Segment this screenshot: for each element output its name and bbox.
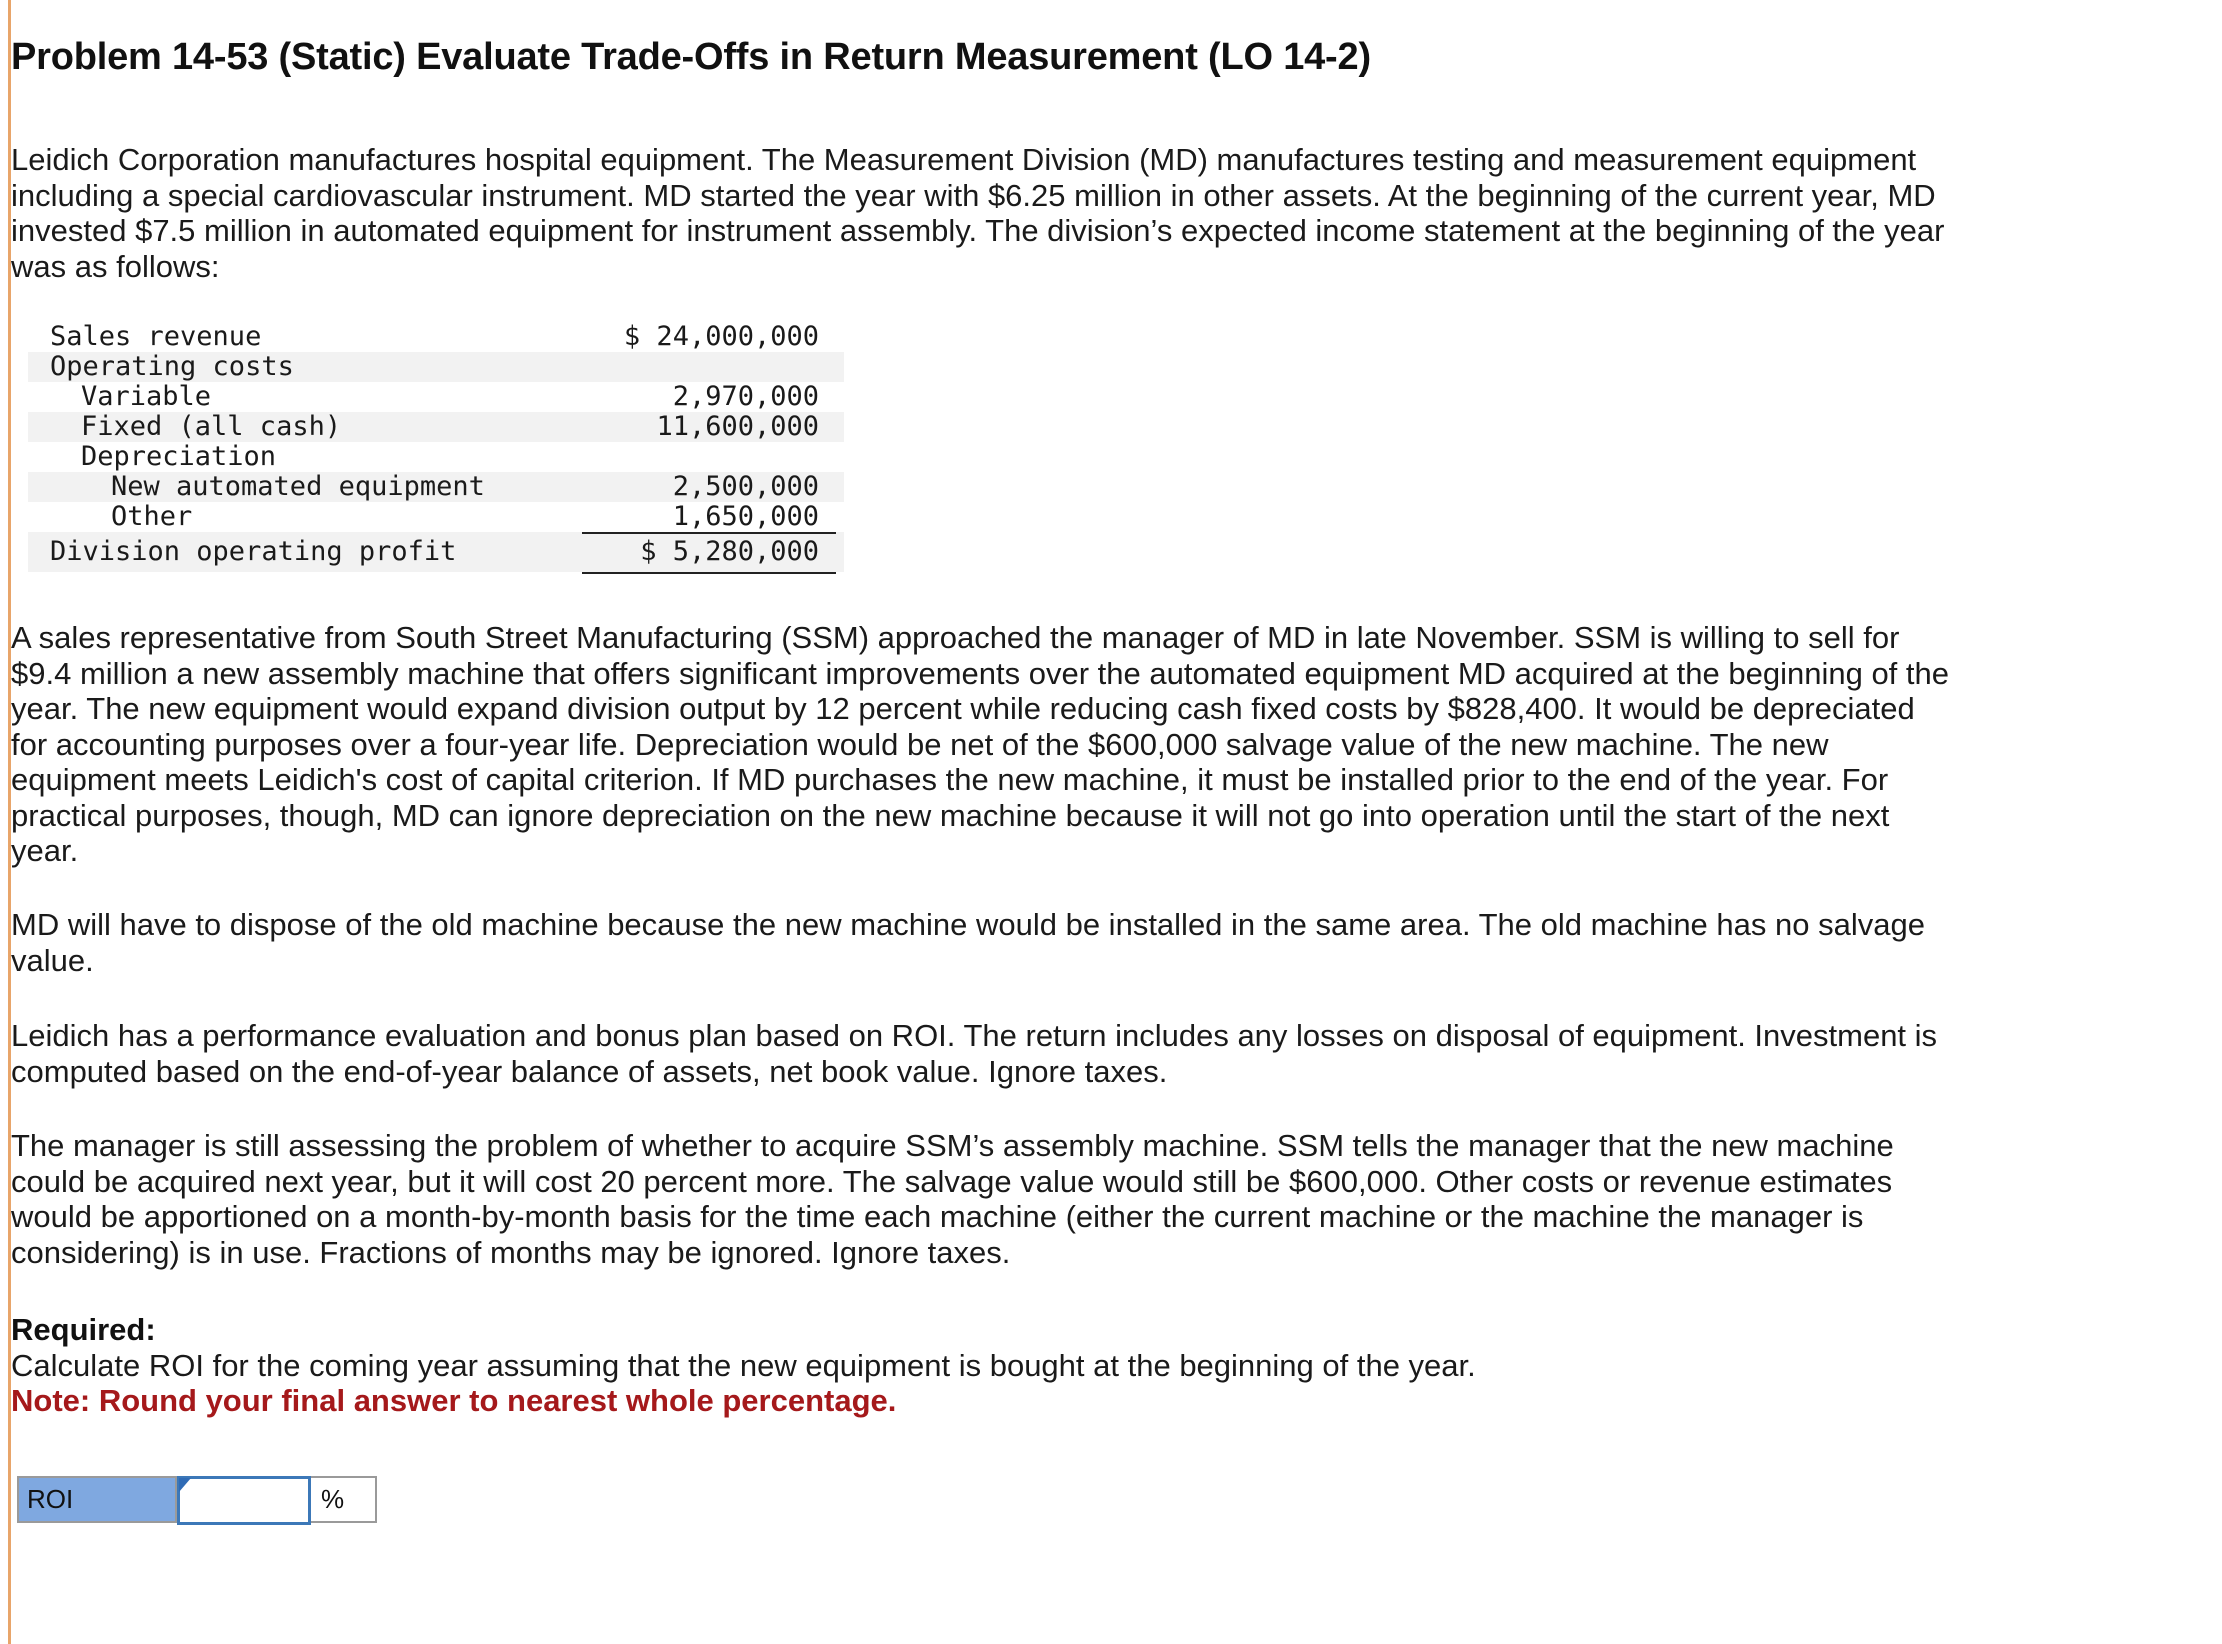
roi-answer-row [17,1476,377,1523]
statement-label: Operating costs [50,351,294,382]
required-heading: Required: [11,1312,156,1347]
disposal-paragraph: MD will have to dispose of the old machine because the new machine would be installed in the same area. The old machine has no salvage value. [11,907,1925,978]
problem-title: Problem 14-53 (Static) Evaluate Trade-Offs in Return Measurement (LO 14-2) [11,36,1371,78]
statement-label: New automated equipment [111,471,485,502]
statement-row-variable [28,382,844,412]
statement-amount: 1,650,000 [672,501,819,532]
statement-amount: $ 24,000,000 [623,321,819,352]
rounding-note: Note: Round your final answer to nearest whole percentage. [11,1383,897,1418]
statement-label: Variable [81,381,212,412]
intro-paragraph: Leidich Corporation manufactures hospital equipment. The Measurement Division (MD) manufactures testing and measurement equipment including a special cardiovascular instrument. MD started the year with $6.25 million in other assets. At the beginning of the current year, MD invested $7.5 million in automated equipment for instrument assembly. The division’s expected income statement at the beginning of the year was as follows: [11,142,1945,284]
roi-input[interactable] [180,1479,308,1522]
statement-label: Division operating profit [50,536,457,567]
statement-row-operating-costs [28,352,844,382]
statement-amount: 2,500,000 [672,471,819,502]
statement-amount: 2,970,000 [672,381,819,412]
statement-row-division-operating-profit [28,532,844,572]
statement-label: Fixed (all cash) [81,411,342,442]
statement-row-other [28,502,844,532]
statement-label: Other [111,501,193,532]
total-line [582,572,836,574]
assessment-paragraph: The manager is still assessing the problem of whether to acquire SSM’s assembly machine. SSM tells the manager that the new machine could be acquired next year, but it will cost 20 percent more. The salvage value would still be $600,000. Other costs or revenue estimates would be apportioned on a month-by-month basis for the time each machine (either the current machine or the machine the manager is considering) is in use. Fractions of months may be ignored. Ignore taxes. [11,1128,1894,1270]
statement-label: Depreciation [81,441,277,472]
statement-row-fixed [28,412,844,442]
required-section [11,1312,1951,1419]
statement-row-sales-revenue [28,322,844,352]
statement-amount: 11,600,000 [656,411,819,442]
statement-amount: $ 5,280,000 [640,536,819,567]
required-instruction: Calculate ROI for the coming year assuming that the new equipment is bought at the beginning of the year. [11,1347,1476,1383]
ssm-paragraph: A sales representative from South Street Manufacturing (SSM) approached the manager of MD in late November. SSM is willing to sell for $9.4 million a new assembly machine that offers significant improvements over the automated equipment MD acquired at the beginning of the year. The new equipment would expand division output by 12 percent while reducing cash fixed costs by $828,400. It would be depreciated for accounting purposes over a four-year life. Depreciation would be net of the $600,000 salvage value of the new machine. The new equipment meets Leidich's cost of capital criterion. If MD purchases the new machine, it must be installed prior to the end of the year. For practical purposes, though, MD can ignore depreciation on the new machine because it will not go into operation until the start of the next year. [11,620,1949,868]
evaluation-paragraph: Leidich has a performance evaluation and bonus plan based on ROI. The return includes any losses on disposal of equipment. Investment is computed based on the end-of-year balance of assets, net book value. Ignore taxes. [11,1018,1938,1089]
statement-label: Sales revenue [50,321,262,352]
statement-row-new-automated-equipment [28,472,844,502]
roi-input-cell[interactable] [177,1476,311,1525]
income-statement [28,322,844,572]
percent-unit: % [311,1476,377,1523]
subtotal-line [582,532,836,534]
statement-row-depreciation [28,442,844,472]
cell-flag-icon [179,1478,191,1492]
roi-label: ROI [17,1476,177,1523]
